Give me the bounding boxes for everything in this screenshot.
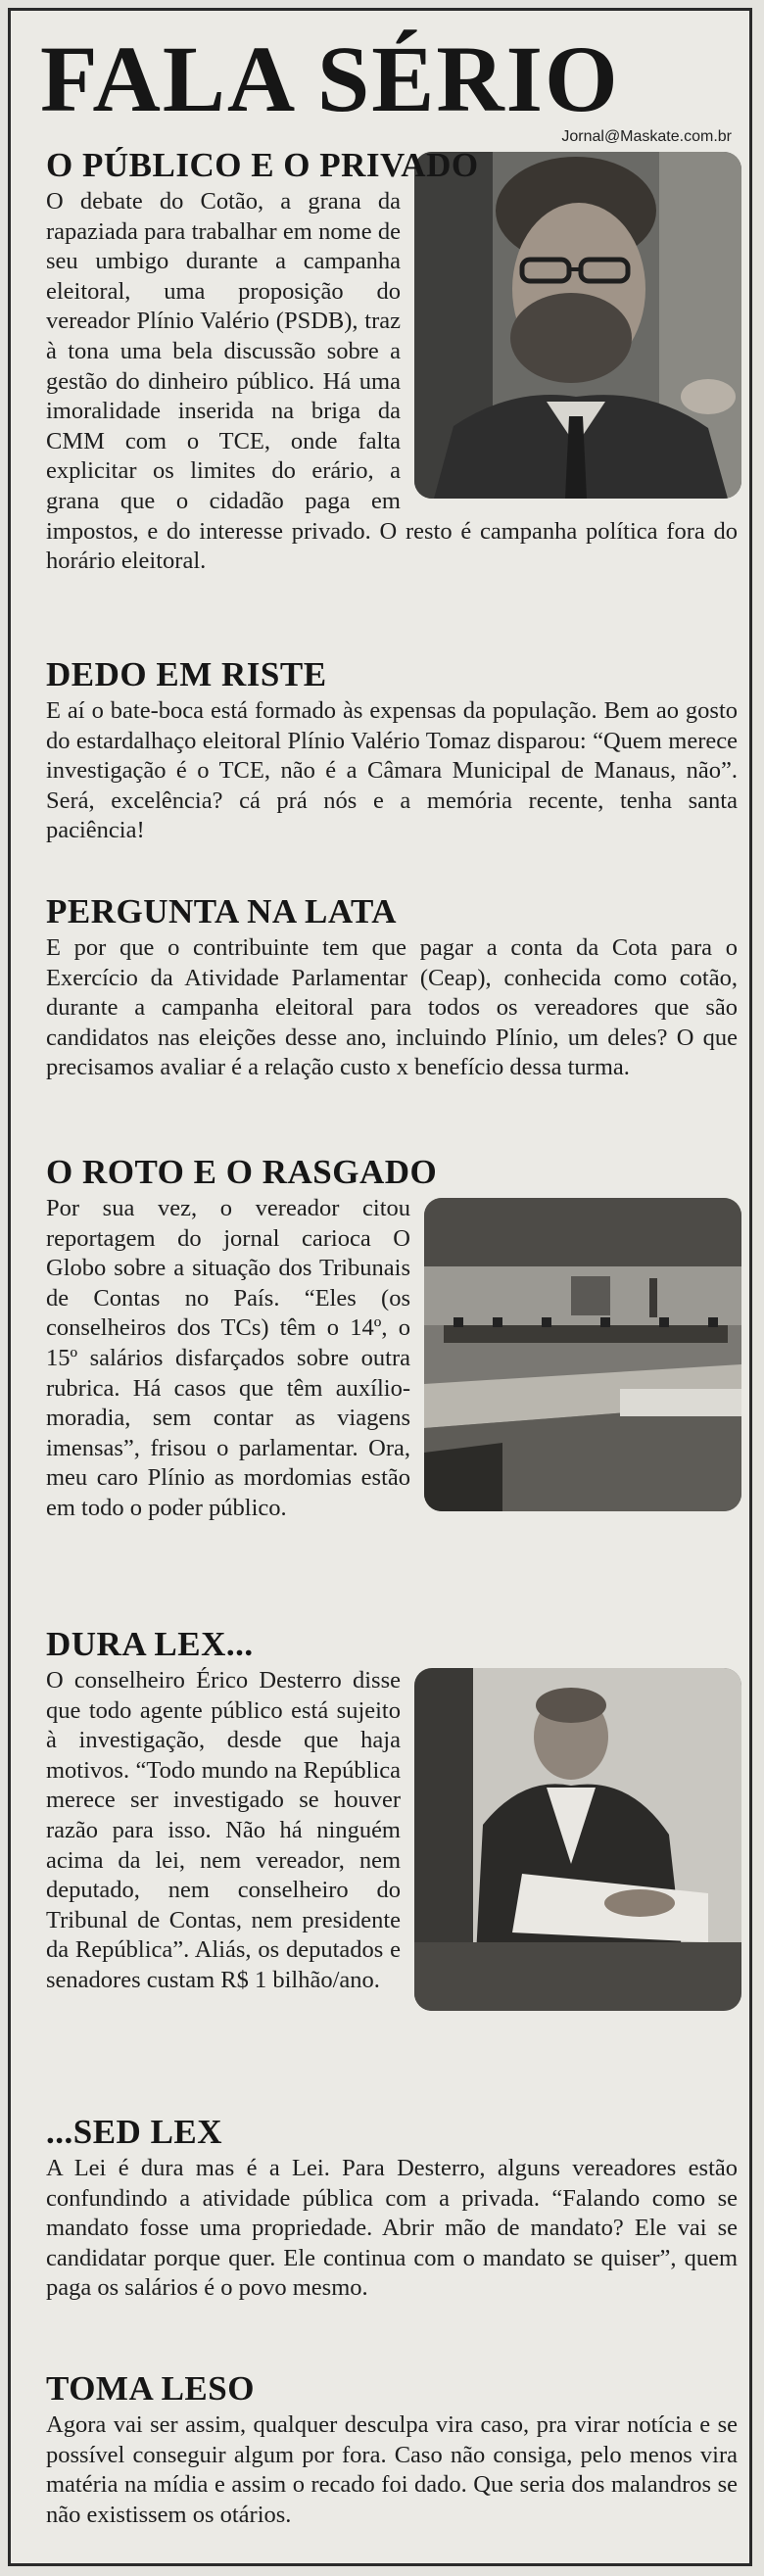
section-body: E por que o contribuinte tem que pagar a conta da Cota para o Exercício da Atividade Parlamentar (Ceap), conhecida como cotão, durante a campanha eleitoral para todos os vereadores que são candidatos nas eleições desse ano, incluindo Plínio, um deles? O que precisamos avaliar é a relação custo x benefício dessa turma.: [46, 934, 738, 1081]
section-body: O conselheiro Érico Desterro disse que todo agente público está sujeito à investigação, desde que haja motivos. “Todo mundo na República merece ser investigado se houver razão para isso. Não há ninguém acima da lei, nem vereador, nem deputado, nem conselheiro do Tribunal de Contas, nem presidente da República”. Aliás, os deputados e senadores custam R$ 1 bilhão/ano.: [46, 1667, 401, 1993]
chamber-image: [424, 1198, 741, 1511]
section-heading: DEDO EM RISTE: [46, 655, 327, 693]
section-dura-lex: [46, 1625, 738, 2017]
section-publico-privado: [46, 146, 738, 577]
photo-counselor: [414, 1668, 741, 2011]
section-heading: TOMA LESO: [46, 2369, 255, 2408]
section-body: A Lei é dura mas é a Lei. Para Desterro, alguns vereadores estão confundindo a atividade pública com a privada. “Falando como se mandato fosse uma propriedade. Abrir mão de mandato? Ele vai se candidatar porque quer. Ele continua com o mandato se quiser”, quem paga os salários é o povo mesmo.: [46, 2155, 738, 2302]
counselor-image: [414, 1668, 741, 2011]
section-heading: DURA LEX...: [46, 1625, 254, 1663]
section-toma-leso: [46, 2369, 738, 2530]
section-sed-lex: [46, 2113, 738, 2304]
section-pergunta-na-lata: [46, 892, 738, 1083]
section-heading: PERGUNTA NA LATA: [46, 892, 398, 930]
section-heading: ...SED LEX: [46, 2113, 223, 2151]
section-heading: O PÚBLICO E O PRIVADO: [46, 146, 479, 184]
photo-chamber: [424, 1198, 741, 1511]
section-body: E aí o bate-boca está formado às expensas da população. Bem ao gosto do estardalhaço eleitoral Plínio Valério Tomaz disparou: “Quem merece investigação é o TCE, não é a Câmara Municipal de Manaus, não”. Será, excelência? cá prá nós e a memória recente, tenha santa paciência!: [46, 697, 738, 844]
section-heading: O ROTO E O RASGADO: [46, 1153, 438, 1191]
section-body: Por sua vez, o vereador citou reportagem do jornal carioca O Globo sobre a situação dos Tribunais de Contas no País. “Eles (os conselheiros dos TCs) têm o 14º, o 15º salários disfarçados sobre outra rubrica. Há casos que têm auxílio-moradia, sem contar as viagens imensas”, frisou o parlamentar. Ora, meu caro Plínio as mordomias estão em todo o poder público.: [46, 1195, 410, 1521]
masthead-title: FALA SÉRIO: [40, 26, 620, 131]
photo-portrait: [414, 152, 741, 499]
portrait-image: [414, 152, 741, 499]
section-body: O debate do Cotão, a grana da rapaziada para trabalhar em nome de seu umbigo durante a campanha eleitoral, uma proposição do vereador Plínio Valério (PSDB), traz à tona uma bela discussão sobre a gestão do dinheiro público. Há uma imoralidade inserida na briga da CMM com o TCE, onde falta explicitar os limites do erário, a grana que o cidadão paga em impostos, e do interesse privado. O resto é campanha política fora do horário eleitoral.: [46, 188, 738, 575]
masthead-email: Jornal@Maskate.com.br: [561, 128, 732, 145]
section-body: Agora vai ser assim, qualquer desculpa vira caso, pra virar notícia e se possível conseguir algum por fora. Caso não consiga, pelo menos vira matéria na mídia e assim o recado foi dado. Que seria dos malandros se não existissem os otários.: [46, 2411, 738, 2528]
section-roto-rasgado: [46, 1153, 738, 1524]
newspaper-column: [8, 8, 752, 2566]
section-dedo-em-riste: [46, 655, 738, 846]
